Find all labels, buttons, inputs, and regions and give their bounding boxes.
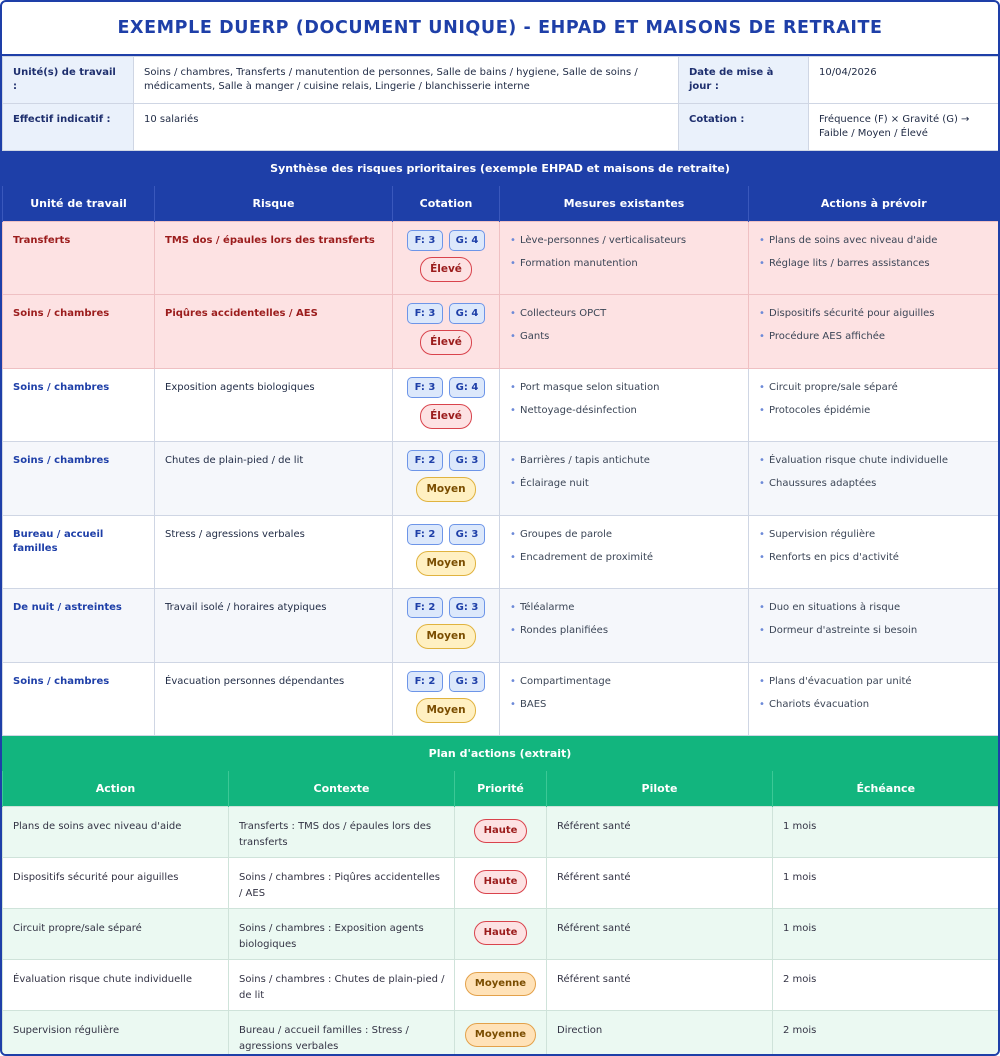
plan-deadline: 2 mois	[773, 1010, 999, 1056]
frequency-chip: F: 3	[407, 377, 443, 398]
table-row	[3, 295, 999, 369]
table-row	[3, 1010, 999, 1056]
rating-label: Cotation :	[679, 104, 809, 151]
risk-rating	[393, 662, 500, 736]
risk-name: Travail isolé / horaires atypiques	[155, 589, 393, 663]
risk-rating	[393, 368, 500, 442]
risk-unit: Transferts	[3, 221, 155, 295]
list-item: • Plans d'évacuation par unité	[759, 675, 989, 689]
level-badge: Élevé	[420, 330, 472, 355]
risk-actions	[749, 662, 999, 736]
plan-action: Supervision régulière	[3, 1010, 229, 1056]
table-row	[3, 589, 999, 663]
table-row	[3, 857, 999, 908]
risk-name: Évacuation personnes dépendantes	[155, 662, 393, 736]
gravity-chip: G: 4	[449, 377, 485, 398]
risk-rating	[393, 515, 500, 589]
table-row	[3, 908, 999, 959]
plan-context: Soins / chambres : Chutes de plain-pied / de lit	[229, 959, 455, 1010]
list-item: • Réglage lits / barres assistances	[759, 257, 989, 271]
header-action: Action	[3, 771, 229, 806]
risks-table	[2, 186, 999, 736]
rating-value: Fréquence (F) × Gravité (G) → Faible / Moyen / Élevé	[809, 104, 999, 151]
list-item: • Protocoles épidémie	[759, 404, 989, 418]
list-item: • Dormeur d'astreinte si besoin	[759, 624, 989, 638]
list-item: • Nettoyage-désinfection	[510, 404, 739, 418]
frequency-chip: F: 3	[407, 230, 443, 251]
frequency-chip: F: 2	[407, 671, 443, 692]
list-item: • Groupes de parole	[510, 528, 739, 542]
header-deadline: Échéance	[773, 771, 999, 806]
risk-actions	[749, 589, 999, 663]
risk-rating	[393, 589, 500, 663]
list-item: • Barrières / tapis antichute	[510, 454, 739, 468]
risk-unit: Soins / chambres	[3, 368, 155, 442]
list-item: • Éclairage nuit	[510, 477, 739, 491]
document-title: EXEMPLE DUERP (DOCUMENT UNIQUE) - EHPAD ET MAISONS DE RETRAITE	[2, 2, 998, 56]
header-measures: Mesures existantes	[500, 186, 749, 221]
table-row	[3, 442, 999, 516]
gravity-chip: G: 3	[449, 524, 485, 545]
header-context: Contexte	[229, 771, 455, 806]
header-unit: Unité de travail	[3, 186, 155, 221]
gravity-chip: G: 3	[449, 597, 485, 618]
list-item: • Circuit propre/sale séparé	[759, 381, 989, 395]
risk-rating	[393, 442, 500, 516]
risk-actions	[749, 515, 999, 589]
plan-deadline: 1 mois	[773, 908, 999, 959]
gravity-chip: G: 4	[449, 303, 485, 324]
plan-priority	[455, 908, 547, 959]
priority-badge: Moyenne	[465, 1023, 536, 1047]
level-badge: Moyen	[416, 624, 475, 649]
plan-pilot: Référent santé	[547, 908, 773, 959]
risk-measures	[500, 662, 749, 736]
list-item: • Collecteurs OPCT	[510, 307, 739, 321]
list-item: • Port masque selon situation	[510, 381, 739, 395]
list-item: • BAES	[510, 698, 739, 712]
priority-badge: Haute	[474, 921, 528, 945]
risk-actions	[749, 442, 999, 516]
list-item: • Évaluation risque chute individuelle	[759, 454, 989, 468]
header-risk: Risque	[155, 186, 393, 221]
level-badge: Moyen	[416, 698, 475, 723]
risk-unit: Soins / chambres	[3, 442, 155, 516]
header-rating: Cotation	[393, 186, 500, 221]
list-item: • Chariots évacuation	[759, 698, 989, 712]
staff-value: 10 salariés	[134, 104, 679, 151]
plan-priority	[455, 959, 547, 1010]
plan-deadline: 1 mois	[773, 806, 999, 857]
frequency-chip: F: 2	[407, 450, 443, 471]
frequency-chip: F: 2	[407, 597, 443, 618]
risk-measures	[500, 221, 749, 295]
list-item: • Rondes planifiées	[510, 624, 739, 638]
risk-measures	[500, 442, 749, 516]
units-value: Soins / chambres, Transferts / manutention de personnes, Salle de bains / hygiene, Salle de soins / médicaments, Salle à manger / cuisine relais, Lingerie / blanchisserie interne	[134, 57, 679, 104]
risk-actions	[749, 295, 999, 369]
action-plan-table	[2, 771, 999, 1056]
risk-measures	[500, 589, 749, 663]
risk-measures	[500, 368, 749, 442]
list-item: • Lève-personnes / verticalisateurs	[510, 234, 739, 248]
plan-action: Circuit propre/sale séparé	[3, 908, 229, 959]
risk-rating	[393, 221, 500, 295]
header-pilot: Pilote	[547, 771, 773, 806]
plan-priority	[455, 857, 547, 908]
risk-measures	[500, 515, 749, 589]
risk-unit: Soins / chambres	[3, 662, 155, 736]
frequency-chip: F: 2	[407, 524, 443, 545]
frequency-chip: F: 3	[407, 303, 443, 324]
plan-deadline: 2 mois	[773, 959, 999, 1010]
gravity-chip: G: 3	[449, 450, 485, 471]
table-row	[3, 515, 999, 589]
risk-name: TMS dos / épaules lors des transferts	[155, 221, 393, 295]
table-row	[3, 806, 999, 857]
risk-name: Piqûres accidentelles / AES	[155, 295, 393, 369]
gravity-chip: G: 3	[449, 671, 485, 692]
priority-badge: Haute	[474, 819, 528, 843]
plan-pilot: Référent santé	[547, 806, 773, 857]
risk-name: Exposition agents biologiques	[155, 368, 393, 442]
units-label: Unité(s) de travail :	[3, 57, 134, 104]
header-priority: Priorité	[455, 771, 547, 806]
plan-context: Bureau / accueil familles : Stress / agressions verbales	[229, 1010, 455, 1056]
risks-header-row	[3, 186, 999, 221]
risks-section-title: Synthèse des risques prioritaires (exemple EHPAD et maisons de retraite)	[2, 151, 998, 186]
level-badge: Moyen	[416, 477, 475, 502]
plan-context: Transferts : TMS dos / épaules lors des transferts	[229, 806, 455, 857]
list-item: • Chaussures adaptées	[759, 477, 989, 491]
info-table	[2, 56, 999, 151]
table-row	[3, 368, 999, 442]
risk-name: Stress / agressions verbales	[155, 515, 393, 589]
staff-label: Effectif indicatif :	[3, 104, 134, 151]
plan-context: Soins / chambres : Exposition agents biologiques	[229, 908, 455, 959]
risk-actions	[749, 221, 999, 295]
plan-pilot: Direction	[547, 1010, 773, 1056]
level-badge: Élevé	[420, 257, 472, 282]
list-item: • Téléalarme	[510, 601, 739, 615]
list-item: • Renforts en pics d'activité	[759, 551, 989, 565]
plan-action: Évaluation risque chute individuelle	[3, 959, 229, 1010]
date-label: Date de mise à jour :	[679, 57, 809, 104]
table-row	[3, 662, 999, 736]
level-badge: Moyen	[416, 551, 475, 576]
risk-unit: De nuit / astreintes	[3, 589, 155, 663]
plan-priority	[455, 1010, 547, 1056]
risk-unit: Soins / chambres	[3, 295, 155, 369]
list-item: • Procédure AES affichée	[759, 330, 989, 344]
risk-unit: Bureau / accueil familles	[3, 515, 155, 589]
table-row	[3, 959, 999, 1010]
priority-badge: Haute	[474, 870, 528, 894]
plan-pilot: Référent santé	[547, 857, 773, 908]
list-item: • Compartimentage	[510, 675, 739, 689]
plan-deadline: 1 mois	[773, 857, 999, 908]
gravity-chip: G: 4	[449, 230, 485, 251]
plan-action: Dispositifs sécurité pour aiguilles	[3, 857, 229, 908]
risk-actions	[749, 368, 999, 442]
risk-name: Chutes de plain-pied / de lit	[155, 442, 393, 516]
list-item: • Supervision régulière	[759, 528, 989, 542]
plan-pilot: Référent santé	[547, 959, 773, 1010]
level-badge: Élevé	[420, 404, 472, 429]
list-item: • Dispositifs sécurité pour aiguilles	[759, 307, 989, 321]
list-item: • Formation manutention	[510, 257, 739, 271]
list-item: • Encadrement de proximité	[510, 551, 739, 565]
risk-measures	[500, 295, 749, 369]
plan-context: Soins / chambres : Piqûres accidentelles / AES	[229, 857, 455, 908]
list-item: • Duo en situations à risque	[759, 601, 989, 615]
plan-action: Plans de soins avec niveau d'aide	[3, 806, 229, 857]
plan-section-title: Plan d'actions (extrait)	[2, 736, 998, 771]
priority-badge: Moyenne	[465, 972, 536, 996]
date-value: 10/04/2026	[809, 57, 999, 104]
header-actions: Actions à prévoir	[749, 186, 999, 221]
list-item: • Plans de soins avec niveau d'aide	[759, 234, 989, 248]
risk-rating	[393, 295, 500, 369]
table-row	[3, 221, 999, 295]
plan-priority	[455, 806, 547, 857]
plan-header-row	[3, 771, 999, 806]
list-item: • Gants	[510, 330, 739, 344]
